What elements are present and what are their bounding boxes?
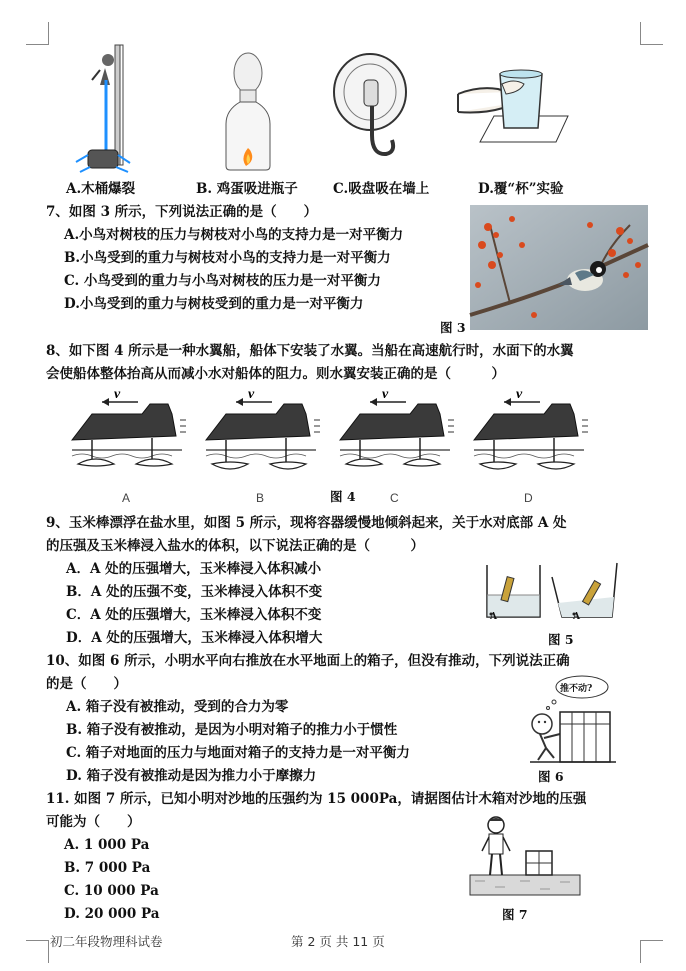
q8-stem-line-2: 会使船体整体抬高从而减小水对船体的阻力。则水翼安装正确的是（ ） [46, 366, 505, 382]
cup-experiment-illustration [458, 64, 578, 146]
speech-bubble-text: 推不动? [560, 684, 593, 694]
q10-option-c: C. 箱子对地面的压力与地面对箱子的支持力是一对平衡力 [66, 745, 410, 761]
egg-bottle-illustration [220, 48, 280, 173]
hydrofoil-boat-c [340, 387, 454, 505]
q10-option-d: D. 箱子没有被推动是因为推力小于摩擦力 [66, 768, 317, 784]
corner-mark-bottom-right [640, 940, 663, 963]
q10-option-a: A. 箱子没有被推动，受到的合力为零 [66, 699, 289, 715]
q9-option-c: C．A 处的压强增大，玉米棒浸入体积不变 [66, 607, 322, 623]
footer-page-number: 第 2 页 共 11 页 [291, 934, 385, 949]
boat-option-label: C [390, 491, 399, 505]
q10-stem-line-2: 的是（ ） [46, 676, 127, 692]
boat-option-label: A [122, 491, 131, 505]
hydrofoil-boat-b [206, 387, 320, 505]
q9-stem-line-1: 9、玉米棒漂浮在盐水里，如图 5 所示，现将容器缓慢地倾斜起来，关于水对底部 A 处 [46, 515, 567, 531]
corner-mark-bottom-left [26, 940, 49, 963]
figure-6-caption: 图 6 [538, 769, 564, 784]
boy-and-box-on-sand-figure [470, 815, 580, 905]
boat-option-label: B [256, 491, 265, 505]
q10-stem-line-1: 10、如图 6 所示，小明水平向右推放在水平地面上的箱子，但没有推动，下列说法正确 [46, 653, 570, 669]
figure-5-caption: 图 5 [548, 632, 574, 647]
corner-mark-top-right [640, 22, 663, 45]
figure-3-caption: 图 3 [440, 320, 466, 335]
q9-option-d: D．A 处的压强增大，玉米棒浸入体积增大 [66, 630, 323, 646]
q9-option-b: B．A 处的压强不变，玉米棒浸入体积不变 [66, 584, 323, 600]
q11-option-c: C. 10 000 Pa [64, 883, 159, 899]
q11-option-a: A. 1 000 Pa [64, 837, 150, 853]
q11-stem-line-2: 可能为（ ） [46, 814, 141, 830]
velocity-label: v [248, 387, 255, 402]
q6-option-a: A.木桶爆裂 [66, 181, 136, 197]
q7-option-b: B.小鸟受到的重力与树枝对小鸟的支持力是一对平衡力 [64, 250, 391, 266]
point-a-label-left: A [490, 612, 497, 622]
point-a-label-right: A [573, 612, 580, 622]
q6-option-d: D.覆“杯”实验 [478, 181, 564, 197]
figure-7-caption: 图 7 [502, 907, 528, 922]
hydrofoil-boat-a [72, 387, 186, 505]
q10-option-b: B. 箱子没有被推动，是因为小明对箱子的推力小于惯性 [66, 722, 398, 738]
q7-stem: 7、如图 3 所示，下列说法正确的是（ ） [46, 204, 318, 220]
velocity-label: v [516, 387, 523, 402]
velocity-label: v [114, 387, 121, 402]
bird-on-branch-photo [470, 205, 648, 330]
suction-cup-illustration [330, 50, 410, 165]
q11-option-d: D. 20 000 Pa [64, 906, 160, 922]
q7-option-c: C. 小鸟受到的重力与小鸟对树枝的压力是一对平衡力 [64, 273, 381, 289]
tilted-container-figure [482, 555, 622, 625]
footer-exam-title: 初二年段物理科试卷 [50, 934, 163, 949]
q11-stem-line-1: 11. 如图 7 所示，已知小明对沙地的压强约为 15 000Pa，请据图估计木箱对沙地的压强 [46, 791, 587, 807]
boat-option-label: D [524, 491, 533, 505]
q6-option-c: C.吸盘吸在墙上 [333, 181, 430, 197]
q6-option-b: B. 鸡蛋吸进瓶子 [196, 181, 298, 197]
q7-option-a: A.小鸟对树枝的压力与树枝对小鸟的支持力是一对平衡力 [64, 227, 404, 243]
velocity-label: v [382, 387, 389, 402]
q9-stem-line-2: 的压强及玉米棒浸入盐水的体积，以下说法正确的是（ ） [46, 538, 424, 554]
figure-4-caption: 图 4 [330, 489, 356, 504]
hydrofoil-boat-d [474, 387, 588, 505]
q11-option-b: B. 7 000 Pa [64, 860, 151, 876]
q8-stem-line-1: 8、如下图 4 所示是一种水翼船，船体下安装了水翼。当船在高速航行时，水面下的水翼 [46, 343, 574, 359]
q7-option-d: D.小鸟受到的重力与树枝受到的重力是一对平衡力 [64, 296, 364, 312]
corner-mark-top-left [26, 22, 49, 45]
barrel-burst-illustration [70, 40, 140, 175]
q9-option-a: A．A 处的压强增大，玉米棒浸入体积减小 [66, 561, 322, 577]
